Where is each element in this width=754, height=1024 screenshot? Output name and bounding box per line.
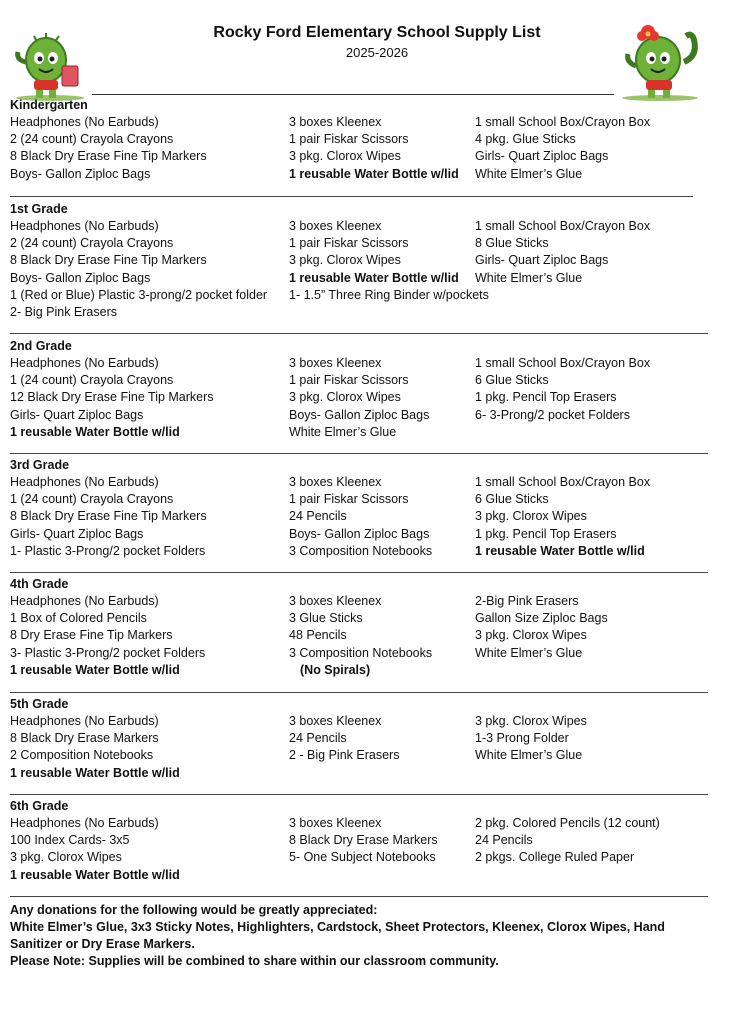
page-header <box>0 0 754 100</box>
grade-section <box>10 201 710 321</box>
supply-item: Boys- Gallon Ziploc Bags <box>289 407 430 422</box>
supply-row <box>10 832 710 849</box>
supply-item: 1 reusable Water Bottle w/lid <box>289 166 459 181</box>
supply-item: 3 boxes Kleenex <box>289 356 382 370</box>
supply-item: 1 reusable Water Bottle w/lid <box>475 543 645 558</box>
supply-item: 1 pair Fiskar Scissors <box>289 132 409 147</box>
supply-item: 2 (24 count) Crayola Crayons <box>10 236 174 251</box>
supply-item: 1 small School Box/Crayon Box <box>475 115 651 129</box>
supply-item: 2-Big Pink Erasers <box>475 594 579 608</box>
school-year: 2025-2026 <box>345 45 409 60</box>
section-divider <box>10 572 708 573</box>
supply-item: 2 (24 count) Crayola Crayons <box>10 132 174 147</box>
supply-item: 3 Composition Notebooks <box>289 543 433 558</box>
supply-item: Headphones (No Earbuds) <box>10 356 159 370</box>
supply-row <box>10 508 710 525</box>
supply-row <box>10 131 710 148</box>
grade-heading: 6th Grade <box>10 799 69 813</box>
supply-item: 100 Index Cards- 3x5 <box>10 833 130 848</box>
supply-item: 8 Glue Sticks <box>475 236 549 251</box>
supply-item: 1 pair Fiskar Scissors <box>289 236 409 251</box>
supply-row <box>10 593 710 610</box>
grade-heading: 2nd Grade <box>10 339 72 353</box>
section-divider <box>10 692 708 693</box>
page-title: Rocky Ford Elementary School Supply List <box>213 24 541 41</box>
supply-item: 1 reusable Water Bottle w/lid <box>10 867 180 882</box>
supply-item: 1 Box of Colored Pencils <box>10 611 147 626</box>
grade-heading: 1st Grade <box>10 202 68 216</box>
supply-row <box>10 645 710 662</box>
supply-row <box>10 389 710 406</box>
supply-item: White Elmer’s Glue <box>289 424 397 439</box>
supply-item: White Elmer’s Glue <box>475 270 583 285</box>
supply-item: 8 Black Dry Erase Fine Tip Markers <box>10 509 207 524</box>
supply-item: 3 boxes Kleenex <box>289 594 382 608</box>
supply-item: 1- 1.5” Three Ring Binder w/pockets <box>289 287 489 302</box>
supply-item: 3 pkg. Clorox Wipes <box>10 850 122 865</box>
supply-row <box>10 114 710 131</box>
supply-item: 24 Pencils <box>475 833 533 848</box>
supply-item: 3 pkg. Clorox Wipes <box>475 714 587 728</box>
supply-item: 3 Glue Sticks <box>289 611 363 626</box>
supply-item: 8 Black Dry Erase Fine Tip Markers <box>10 149 207 164</box>
supply-item: 4 pkg. Glue Sticks <box>475 132 576 147</box>
supply-item: Headphones (No Earbuds) <box>10 714 159 728</box>
supply-row <box>10 148 710 165</box>
grade-heading: 3rd Grade <box>10 458 70 472</box>
supply-item: 1 small School Box/Crayon Box <box>475 219 651 233</box>
supply-row <box>10 287 710 304</box>
supply-item: 1-3 Prong Folder <box>475 731 569 746</box>
section-divider <box>10 196 693 197</box>
supply-item: 3 boxes Kleenex <box>289 475 382 489</box>
grade-section <box>10 798 710 884</box>
supply-item: 1 small School Box/Crayon Box <box>475 475 651 489</box>
grade-heading: 4th Grade <box>10 577 69 591</box>
supply-row <box>10 491 710 508</box>
supply-item: Headphones (No Earbuds) <box>10 594 159 608</box>
supply-item: 3 boxes Kleenex <box>289 219 382 233</box>
supply-item: 1 reusable Water Bottle w/lid <box>10 662 180 677</box>
supply-row <box>10 304 710 321</box>
grade-heading: Kindergarten <box>10 98 88 112</box>
donations-list: White Elmer’s Glue, 3x3 Sticky Notes, Highlighters, Cardstock, Sheet Protectors, Kleenex, Clorox Wipes, Hand <box>10 920 665 934</box>
supply-row <box>10 252 710 269</box>
supply-row <box>10 270 710 287</box>
donations-note <box>10 902 710 970</box>
supply-item: White Elmer’s Glue <box>475 748 583 763</box>
supply-item: 6- 3-Prong/2 pocket Folders <box>475 407 630 422</box>
supply-item: White Elmer’s Glue <box>475 166 583 181</box>
supply-item: 1 (Red or Blue) Plastic 3-prong/2 pocket folder <box>10 287 268 302</box>
supply-item: 1- Plastic 3-Prong/2 pocket Folders <box>10 543 206 558</box>
supply-item: 1 pair Fiskar Scissors <box>289 373 409 388</box>
supply-item: 48 Pencils <box>289 628 347 643</box>
donations-list-cont: Sanitizer or Dry Erase Markers. <box>10 937 195 951</box>
supply-row <box>10 815 710 832</box>
supply-item: 1 reusable Water Bottle w/lid <box>10 765 180 780</box>
supply-item: 3 pkg. Clorox Wipes <box>289 253 401 268</box>
supply-item: 3 boxes Kleenex <box>289 714 382 728</box>
supply-item: 6 Glue Sticks <box>475 373 549 388</box>
supply-item: 1 (24 count) Crayola Crayons <box>10 373 174 388</box>
grade-heading: 5th Grade <box>10 697 69 711</box>
supply-row <box>10 543 710 560</box>
supply-item: 1 small School Box/Crayon Box <box>475 356 651 370</box>
supply-row <box>10 372 710 389</box>
supply-item: 1 pair Fiskar Scissors <box>289 492 409 507</box>
supply-item: 1 reusable Water Bottle w/lid <box>10 424 180 439</box>
supply-item: 3 boxes Kleenex <box>289 115 382 129</box>
supply-item: Boys- Gallon Ziploc Bags <box>10 166 151 181</box>
supply-item: 3 pkg. Clorox Wipes <box>289 390 401 405</box>
supply-item: 3 Composition Notebooks <box>289 645 433 660</box>
supply-item: Boys- Gallon Ziploc Bags <box>10 270 151 285</box>
supply-row <box>10 610 710 627</box>
section-divider <box>10 453 708 454</box>
supply-item: Girls- Quart Ziploc Bags <box>10 526 144 541</box>
supply-item: 8 Black Dry Erase Fine Tip Markers <box>10 253 207 268</box>
supply-item: 3 boxes Kleenex <box>289 816 382 830</box>
supply-row <box>10 355 710 372</box>
supply-row <box>10 849 710 866</box>
supply-item: 2 pkgs. College Ruled Paper <box>475 850 635 865</box>
supply-row <box>10 235 710 252</box>
supply-item: 3 pkg. Clorox Wipes <box>475 509 587 524</box>
supply-row <box>10 407 710 424</box>
header-divider <box>92 94 614 95</box>
supply-item: 5- One Subject Notebooks <box>289 850 436 865</box>
supply-item: Girls- Quart Ziploc Bags <box>475 253 609 268</box>
supply-row <box>10 867 710 884</box>
grade-section <box>10 576 710 679</box>
supply-item: Girls- Quart Ziploc Bags <box>10 407 144 422</box>
supply-row <box>10 765 710 782</box>
supply-item: 2 Composition Notebooks <box>10 748 154 763</box>
grade-section <box>10 696 710 782</box>
supply-row <box>10 424 710 441</box>
supply-row <box>10 218 710 235</box>
supply-row <box>10 526 710 543</box>
supply-row <box>10 747 710 764</box>
supply-item: (No Spirals) <box>300 662 371 677</box>
supply-item: 3 pkg. Clorox Wipes <box>475 628 587 643</box>
supply-item: 8 Black Dry Erase Markers <box>10 731 159 746</box>
supply-row <box>10 713 710 730</box>
supply-row <box>10 662 710 679</box>
supply-item: Girls- Quart Ziploc Bags <box>475 149 609 164</box>
supply-item: 8 Black Dry Erase Markers <box>289 833 438 848</box>
supply-row <box>10 730 710 747</box>
supply-item: Headphones (No Earbuds) <box>10 816 159 830</box>
supply-item: Headphones (No Earbuds) <box>10 115 159 129</box>
supply-item: Boys- Gallon Ziploc Bags <box>289 526 430 541</box>
supply-item: Gallon Size Ziploc Bags <box>475 611 608 626</box>
supply-item: 2 pkg. Colored Pencils (12 count) <box>475 816 660 830</box>
supply-item: 2 - Big Pink Erasers <box>289 748 400 763</box>
grade-section <box>10 97 710 183</box>
supply-item: 12 Black Dry Erase Fine Tip Markers <box>10 390 214 405</box>
supply-item: 24 Pencils <box>289 731 347 746</box>
supply-row <box>10 474 710 491</box>
grade-section <box>10 457 710 560</box>
supply-item: Headphones (No Earbuds) <box>10 475 159 489</box>
supply-item: 1 pkg. Pencil Top Erasers <box>475 526 617 541</box>
section-divider <box>10 333 708 334</box>
supply-item: 1 (24 count) Crayola Crayons <box>10 492 174 507</box>
supply-item: 3 pkg. Clorox Wipes <box>289 149 401 164</box>
supply-item: 1 reusable Water Bottle w/lid <box>289 270 459 285</box>
grade-section <box>10 338 710 441</box>
sharing-note: Please Note: Supplies will be combined to share within our classroom community. <box>10 954 499 968</box>
supply-item: Headphones (No Earbuds) <box>10 219 159 233</box>
supply-item: 6 Glue Sticks <box>475 492 549 507</box>
section-divider <box>10 896 708 897</box>
cactus-mascot-right-icon <box>614 22 706 102</box>
supply-item: 8 Dry Erase Fine Tip Markers <box>10 628 173 643</box>
supply-row <box>10 627 710 644</box>
supply-item: 24 Pencils <box>289 509 347 524</box>
supply-item: 2- Big Pink Erasers <box>10 304 117 319</box>
supply-item: 3- Plastic 3-Prong/2 pocket Folders <box>10 645 206 660</box>
section-divider <box>10 794 708 795</box>
supply-item: White Elmer’s Glue <box>475 645 583 660</box>
supply-item: 1 pkg. Pencil Top Erasers <box>475 390 617 405</box>
supply-row <box>10 166 710 183</box>
donations-heading: Any donations for the following would be greatly appreciated: <box>10 903 378 917</box>
